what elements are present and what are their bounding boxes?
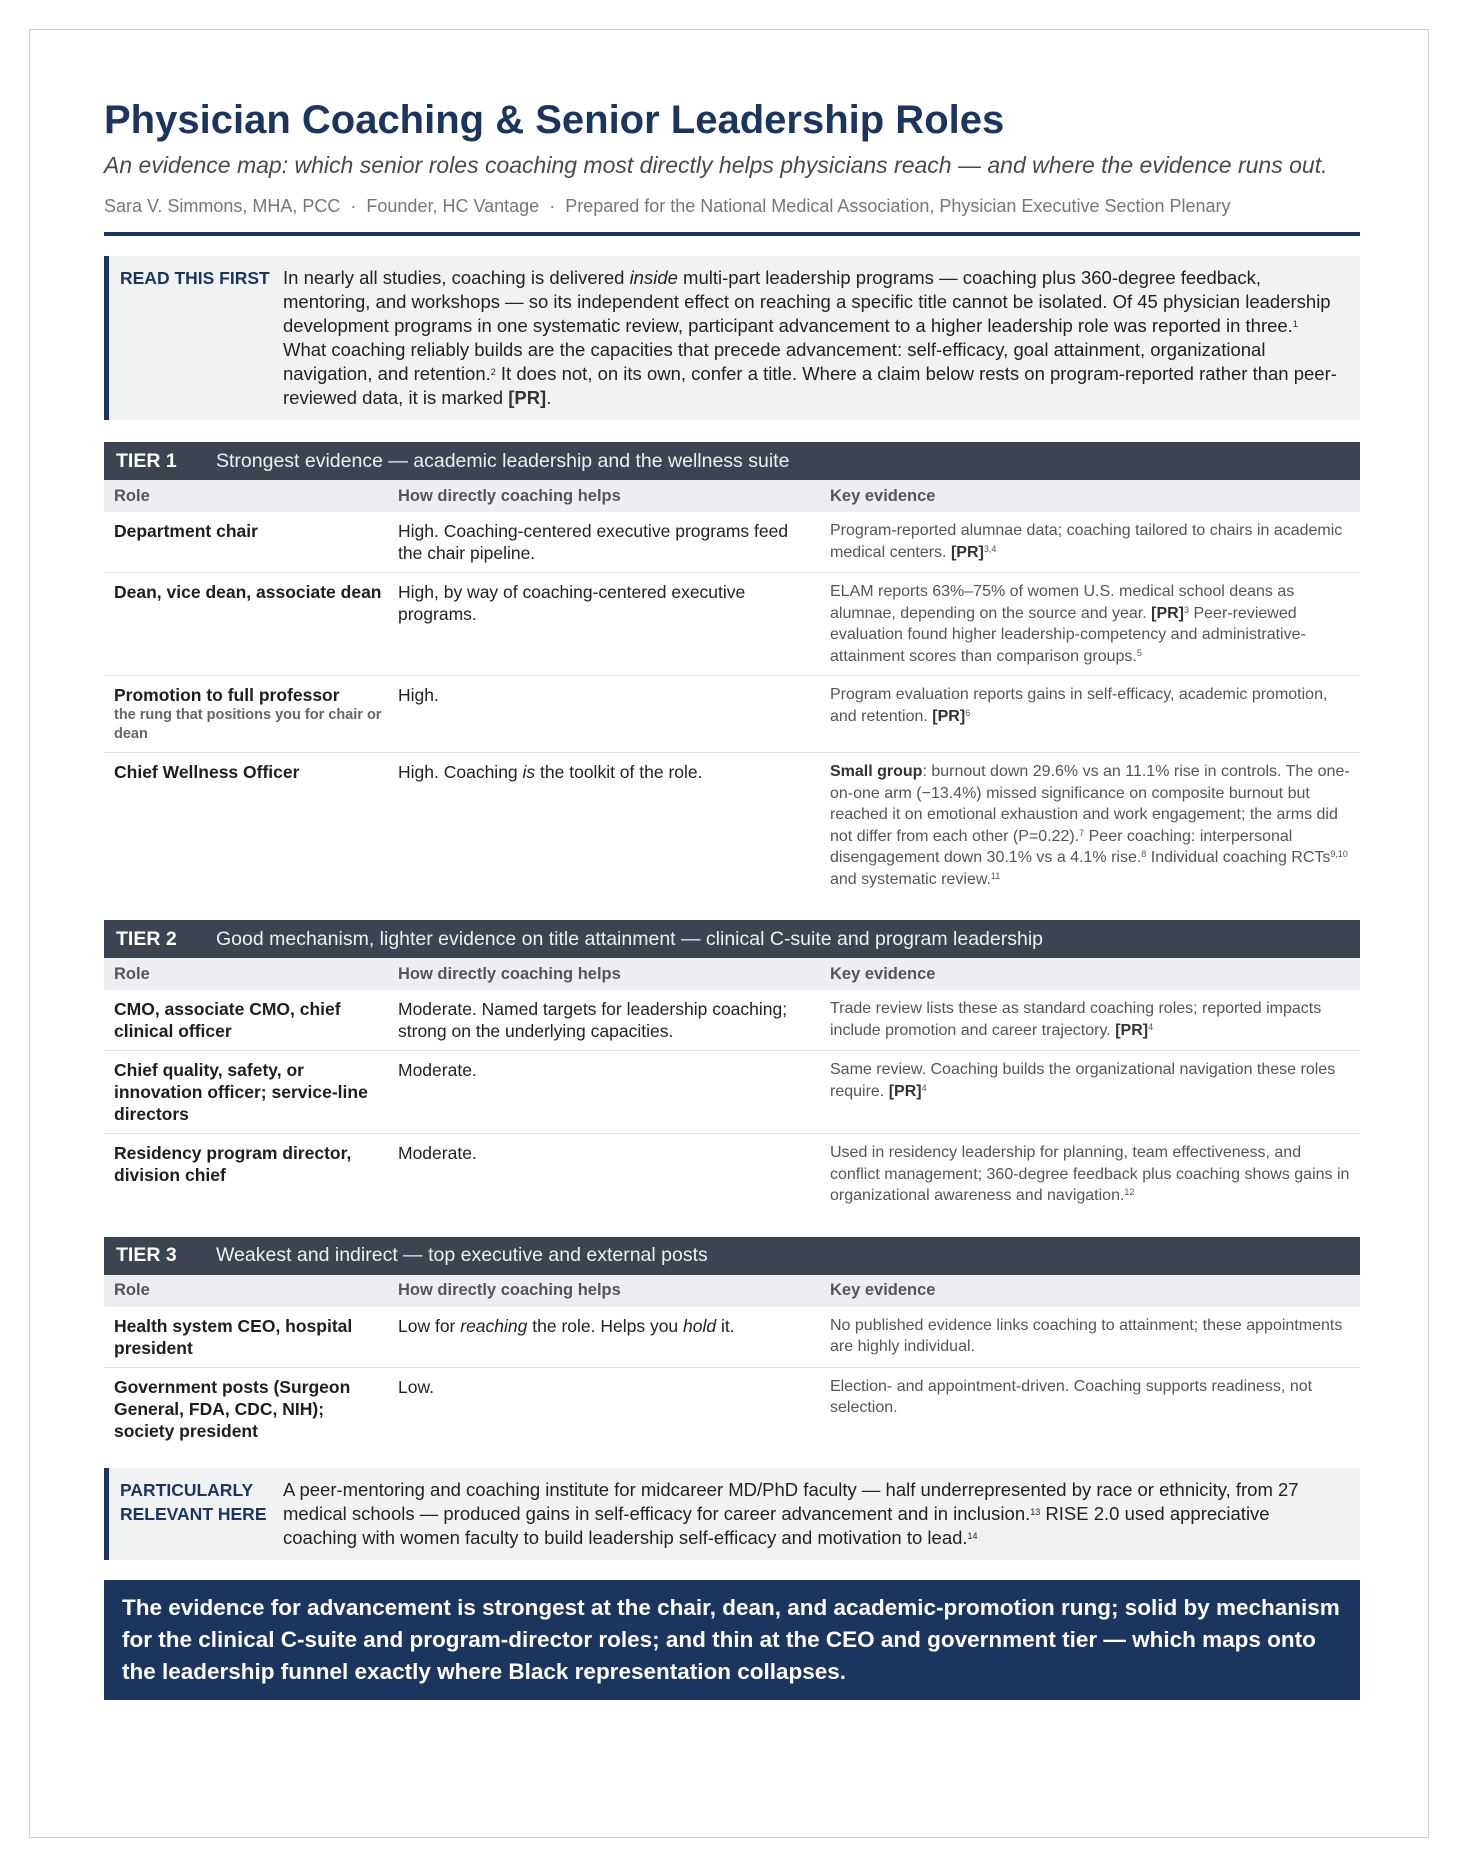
table-row xyxy=(104,990,1360,1051)
table-row xyxy=(104,1307,1360,1368)
col-evidence: Key evidence xyxy=(830,486,936,505)
evidence-cell: Program evaluation reports gains in self-efficacy, academic promotion, and retention. [PR]$^6$ xyxy=(830,686,1328,725)
byline: Sara V. Simmons, MHA, PCC · Founder, HC Vantage · Prepared for the National Medical Association, Physician Executive Section Plenary xyxy=(104,196,1231,216)
how-cell: Low for reaching the role. Helps you hold it. xyxy=(398,1315,735,1336)
evidence-cell: Used in residency leadership for planning, team effectiveness, and conflict management; 360-degree feedback plus coaching shows gains in organizational awareness and navigation.$^{12}$ xyxy=(830,1144,1350,1204)
read-first-callout xyxy=(104,256,1360,420)
role-name: Chief Wellness Officer xyxy=(114,762,300,782)
summary-banner: The evidence for advancement is strongest at the chair, dean, and academic-promotion rung; solid by mechanism for the clinical C-suite and program-director roles; and thin at the CEO and government tier — which maps onto the leadership funnel exactly where Black representation collapses. xyxy=(104,1580,1360,1700)
document-page xyxy=(29,29,1429,1838)
how-cell: Moderate. Named targets for leadership coaching; strong on the underlying capacities. xyxy=(398,999,788,1041)
evidence-cell: No published evidence links coaching to attainment; these appointments are highly individual. xyxy=(830,1316,1343,1355)
relevant-text: A peer-mentoring and coaching institute for midcareer MD/PhD faculty — half underrepresented by race or ethnicity, from 27 medical schools — produced gains in self-efficacy for career advancement and in inclusion.$^{13}$ RISE 2.0 used appreciative coaching with women faculty to build leadership self-efficacy and motivation to lead.$^{14}$ xyxy=(283,1478,1299,1548)
table-row xyxy=(104,1134,1360,1215)
page-subtitle: An evidence map: which senior roles coaching most directly helps physicians reach — and where the evidence runs out. xyxy=(104,152,1328,178)
table-row xyxy=(104,753,1360,898)
col-how: How directly coaching helps xyxy=(398,964,621,983)
document-content xyxy=(104,96,1360,1700)
role-name: Department chair xyxy=(114,521,258,541)
tier-2-header xyxy=(104,920,1360,958)
col-how: How directly coaching helps xyxy=(398,1281,621,1299)
column-header-row xyxy=(104,480,1360,512)
how-cell: Moderate. xyxy=(398,1143,477,1163)
footnote-ref: 2 xyxy=(490,367,496,377)
evidence-cell: ELAM reports 63%–75% of women U.S. medical school deans as alumnae, depending on the source and year. [PR]$^3$ Peer-reviewed evaluation found higher leadership-competency and administrative-attainment scores than comparison groups.$^5$ xyxy=(830,583,1306,665)
role-name: Dean, vice dean, associate dean xyxy=(114,582,382,602)
tier-description: Weakest and indirect — top executive and external posts xyxy=(216,1244,708,1266)
evidence-cell: Same review. Coaching builds the organizational navigation these roles require. [PR]$^4$ xyxy=(830,1061,1336,1100)
table-row xyxy=(104,573,1360,676)
how-cell: High. xyxy=(398,685,439,705)
table-row xyxy=(104,1051,1360,1134)
role-name: Chief quality, safety, or innovation officer; service-line directors xyxy=(114,1060,368,1124)
read-first-text: In nearly all studies, coaching is delivered inside multi-part leadership programs — coaching plus 360-degree feedback, mentoring, and workshops — so its independent effect on reaching a specific title cannot be isolated. Of 45 physician leadership development programs in one systematic review, participant advancement to a higher leadership role was reported in three.$^1$ What coaching reliably builds are the capacities that precede advancement: self-efficacy, goal attainment, organizational navigation, and retention.$^2$ It does not, on its own, confer a title. Where a claim below rests on program-reported rather than peer-reviewed data, it is marked [PR]. xyxy=(283,267,1337,408)
col-role: Role xyxy=(114,964,150,983)
role-subtitle: the rung that positions you for chair or dean xyxy=(114,707,382,742)
relevant-callout xyxy=(104,1468,1360,1560)
how-cell: High, by way of coaching-centered executive programs. xyxy=(398,582,746,624)
tier-description: Strongest evidence — academic leadership and the wellness suite xyxy=(216,449,790,472)
role-name: CMO, associate CMO, chief clinical officer xyxy=(114,999,341,1041)
how-cell: High. Coaching-centered executive programs feed the chair pipeline. xyxy=(398,521,789,563)
table-row xyxy=(104,512,1360,573)
page-title: Physician Coaching & Senior Leadership Roles xyxy=(104,98,1005,142)
how-cell: Moderate. xyxy=(398,1060,477,1080)
table-row xyxy=(104,1368,1360,1450)
footnote-ref: 1 xyxy=(1292,319,1298,329)
how-cell: Low. xyxy=(398,1376,434,1397)
tier-1-header xyxy=(104,442,1360,480)
role-name: Residency program director, division chief xyxy=(114,1143,352,1185)
tier-number: TIER 1 xyxy=(116,449,177,472)
author: Sara V. Simmons, MHA, PCC xyxy=(104,196,341,216)
tier-number: TIER 3 xyxy=(116,1244,177,1266)
role-name: Government posts (Surgeon General, FDA, CDC, NIH); society president xyxy=(114,1376,351,1441)
col-role: Role xyxy=(114,486,150,505)
tier-number: TIER 2 xyxy=(116,927,177,950)
pr-marker: [PR] xyxy=(508,387,547,408)
column-header-row xyxy=(104,958,1360,990)
col-how: How directly coaching helps xyxy=(398,486,621,505)
col-role: Role xyxy=(114,1281,150,1299)
tier-description: Good mechanism, lighter evidence on title attainment — clinical C-suite and program leadership xyxy=(216,927,1043,950)
evidence-cell: Trade review lists these as standard coaching roles; reported impacts include promotion and career trajectory. [PR]$^4$ xyxy=(830,1000,1322,1039)
evidence-cell: Small group: burnout down 29.6% vs an 11.1% rise in controls. The one-on-one arm (−13.4%) missed significance on composite burnout but reached it on emotional exhaustion and work engagement; the arms did not differ from each other (P=0.22).$^7$ Peer coaching: interpersonal disengagement down 30.1% vs a 4.1% rise.$^8$ Individual coaching RCTs$^{9,10}$ and systematic review.$^{11}$ xyxy=(830,763,1350,888)
prepared-for: Prepared for the National Medical Association, Physician Executive Section Plenary xyxy=(565,196,1231,216)
column-header-row xyxy=(104,1275,1360,1307)
col-evidence: Key evidence xyxy=(830,1281,936,1299)
read-first-label: READ THIS FIRST xyxy=(120,268,270,288)
table-row xyxy=(104,676,1360,753)
evidence-cell: Election- and appointment-driven. Coaching supports readiness, not selection. xyxy=(830,1377,1313,1416)
evidence-cell: Program-reported alumnae data; coaching tailored to chairs in academic medical centers. [PR]$^{3,4}$ xyxy=(830,522,1343,561)
tier-3-header xyxy=(104,1237,1360,1275)
col-evidence: Key evidence xyxy=(830,964,936,983)
role-name: Promotion to full professor xyxy=(114,685,340,705)
author-role: Founder, HC Vantage xyxy=(366,196,540,216)
how-cell: High. Coaching is the toolkit of the role. xyxy=(398,762,703,782)
relevant-label: PARTICULARLY RELEVANT HERE xyxy=(120,1479,267,1524)
header-rule xyxy=(104,232,1360,236)
role-name: Health system CEO, hospital president xyxy=(114,1315,353,1358)
